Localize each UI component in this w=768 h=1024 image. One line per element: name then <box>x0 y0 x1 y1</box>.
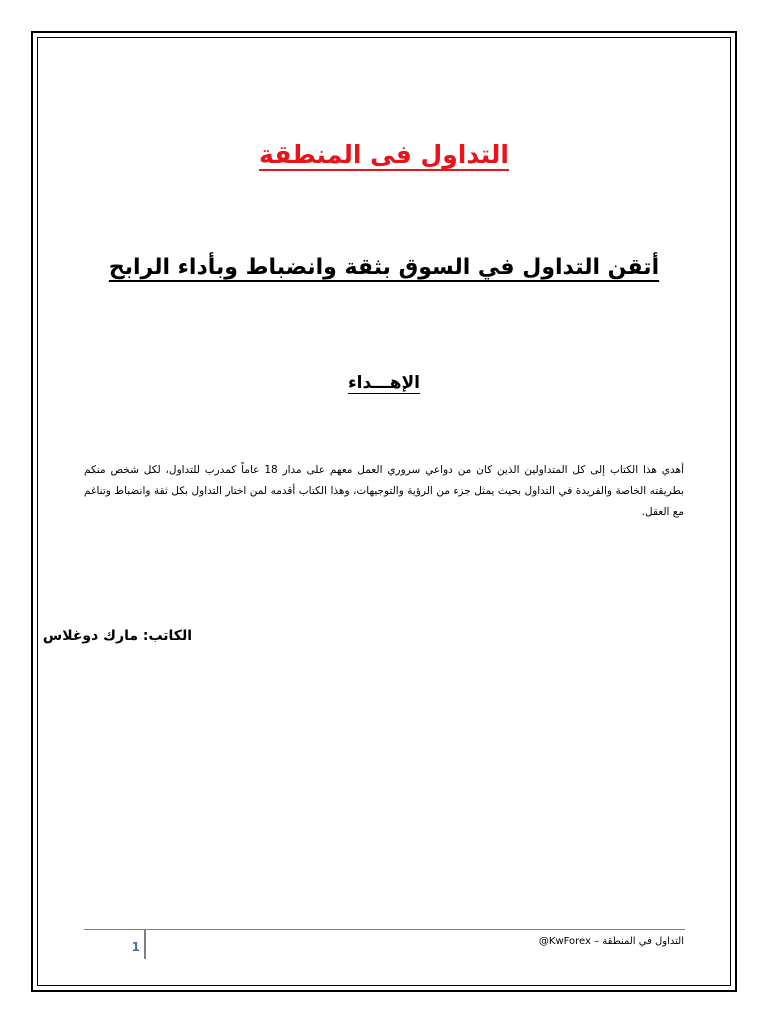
document-subtitle: أتقن التداول في السوق بثقة وانضباط وبأداء الرابح <box>108 255 660 280</box>
page-number: 1 <box>131 940 140 954</box>
dedication-paragraph: أهدي هذا الكتاب إلى كل المتداولين الذين كان من دواعي سروري العمل معهم على مدار 18 عاماً كمدرب للتداول، لكل شخص منكم بطريقته الخاصة والفريدة في التداول بحيث يمثل جزء من الرؤية والتوجيهات، وهذا الكتاب أقدمه لمن اختار التداول بكل ثقة وانضباط وتناغم مع العقل. <box>84 464 684 518</box>
footer-divider <box>144 929 146 959</box>
author-line: الكاتب: مارك دوغلاس <box>42 628 192 644</box>
document-title: التداول فى المنطقة <box>259 140 509 169</box>
dedication-heading: الإهـــداء <box>347 373 421 393</box>
footer-rule <box>84 929 685 930</box>
footer-text: التداول في المنطقة – KwForex@ <box>538 936 684 947</box>
